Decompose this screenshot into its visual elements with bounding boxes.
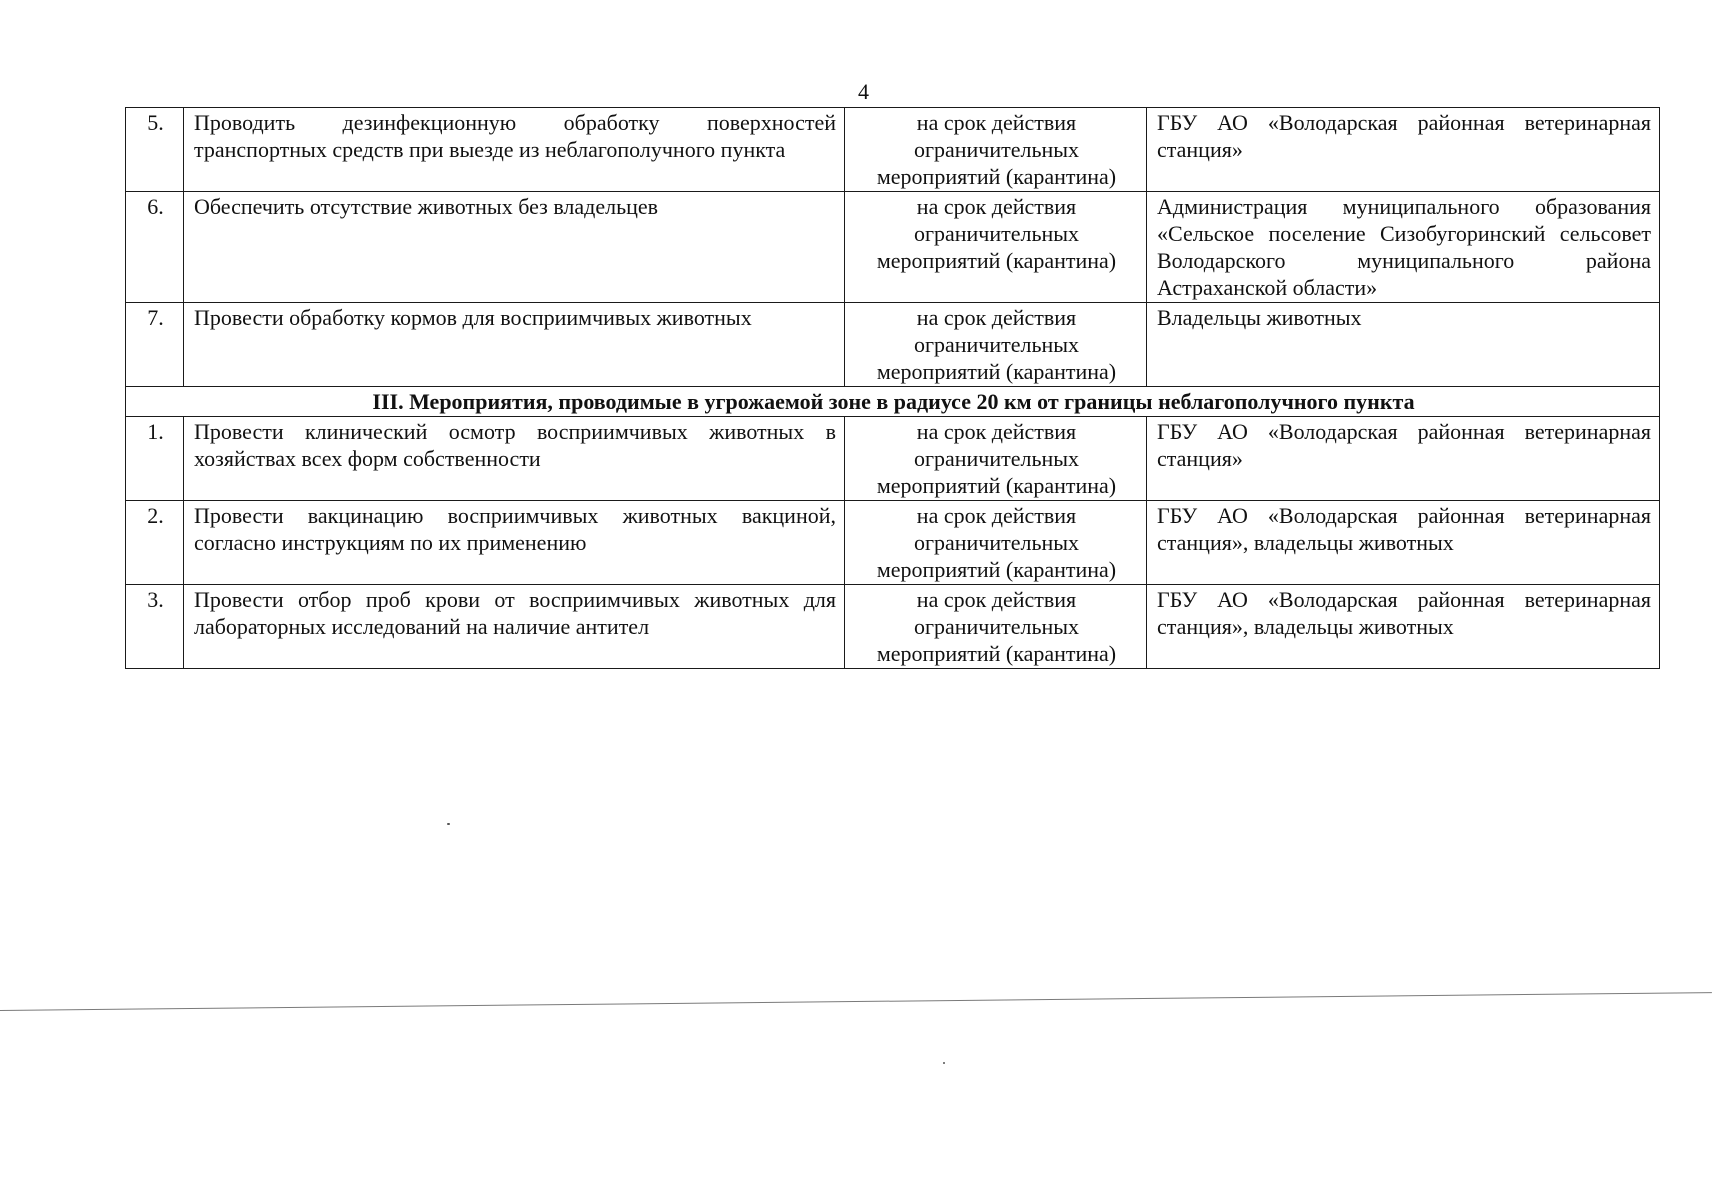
row-number: 7. (126, 303, 184, 387)
table-row (126, 501, 1660, 585)
row-responsible: ГБУ АО «Володарская районная ветеринарная станция» (1147, 108, 1660, 192)
row-responsible: ГБУ АО «Володарская районная ветеринарная станция», владельцы животных (1147, 501, 1660, 585)
row-number: 5. (126, 108, 184, 192)
row-term: на срок действия ограничительных мероприятий (карантина) (845, 192, 1147, 303)
row-term: на срок действия ограничительных мероприятий (карантина) (845, 501, 1147, 585)
page-number: 4 (858, 79, 869, 104)
row-term: на срок действия ограничительных мероприятий (карантина) (845, 303, 1147, 387)
table-row (126, 417, 1660, 501)
measures-table (125, 107, 1660, 669)
table-row (126, 585, 1660, 669)
row-action: Провести вакцинацию восприимчивых животных вакциной, согласно инструкциям по их применению (184, 501, 845, 585)
row-number: 2. (126, 501, 184, 585)
table-row (126, 192, 1660, 303)
row-number: 1. (126, 417, 184, 501)
row-action: Проводить дезинфекционную обработку поверхностей транспортных средств при выезде из неблагополучного пункта (184, 108, 845, 192)
section-title: III. Мероприятия, проводимые в угрожаемой зоне в радиусе 20 км от границы неблагополучного пункта (126, 387, 1660, 417)
table-row (126, 303, 1660, 387)
row-responsible: ГБУ АО «Володарская районная ветеринарная станция», владельцы животных (1147, 585, 1660, 669)
row-responsible: ГБУ АО «Володарская районная ветеринарная станция» (1147, 417, 1660, 501)
row-term: на срок действия ограничительных мероприятий (карантина) (845, 108, 1147, 192)
row-term: на срок действия ограничительных мероприятий (карантина) (845, 585, 1147, 669)
row-action: Провести обработку кормов для восприимчивых животных (184, 303, 845, 387)
row-responsible: Владельцы животных (1147, 303, 1660, 387)
row-action: Провести клинический осмотр восприимчивых животных в хозяйствах всех форм собственности (184, 417, 845, 501)
scan-speck (943, 1062, 945, 1064)
row-number: 3. (126, 585, 184, 669)
scan-speck (447, 823, 450, 825)
row-action: Провести отбор проб крови от восприимчивых животных для лабораторных исследований на наличие антител (184, 585, 845, 669)
row-term: на срок действия ограничительных мероприятий (карантина) (845, 417, 1147, 501)
scan-artifact-line (0, 992, 1712, 1011)
row-action: Обеспечить отсутствие животных без владельцев (184, 192, 845, 303)
row-number: 6. (126, 192, 184, 303)
row-responsible: Администрация муниципального образования «Сельское поселение Сизобугоринский сельсовет Володарского муниципального района Астраханской области» (1147, 192, 1660, 303)
table-row (126, 108, 1660, 192)
section-row (126, 387, 1660, 417)
